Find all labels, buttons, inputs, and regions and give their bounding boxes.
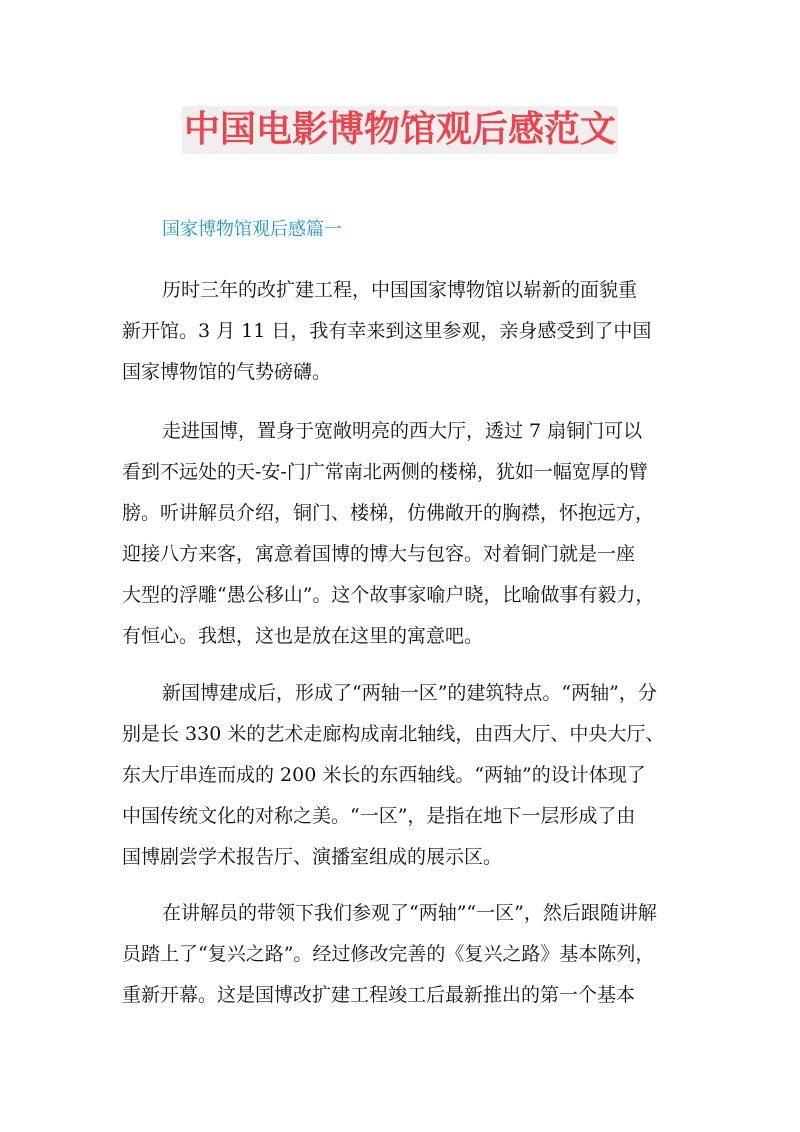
title-container [0, 106, 800, 154]
paragraph-line: 走进国博，置身于宽敞明亮的西大厅，透过 7 扇铜门可以 [162, 420, 643, 442]
paragraph-line: 别是长 330 米的艺术走廊构成南北轴线，由西大厅、中央大厅、 [122, 723, 665, 745]
paragraph-line: 看到不远处的天-安-门广常南北两侧的楼梯，犹如一幅宽厚的臂 [122, 461, 648, 483]
paragraph-line: 迎接八方来客，寓意着国博的博大与包容。对着铜门就是一座 [122, 543, 636, 565]
paragraph-line: 重新开幕。这是国博改扩建工程竣工后最新推出的第一个基本 [122, 984, 636, 1006]
paragraph-line: 新开馆。3 月 11 日，我有幸来到这里参观，亲身感受到了中国 [122, 320, 652, 342]
paragraph-line: 膀。听讲解员介绍，铜门、楼梯，仿佛敞开的胸襟，怀抱远方， [122, 502, 655, 524]
section-heading: 国家博物馆观后感篇一 [162, 219, 342, 240]
paragraph-line: 国博剧尝学术报告厅、演播室组成的展示区。 [122, 846, 503, 868]
paragraph-line: 国家博物馆的气势磅礴。 [122, 361, 332, 383]
paragraph-line: 东大厅串连而成的 200 米长的东西轴线。“两轴”的设计体现了 [122, 764, 646, 786]
paragraph-line: 历时三年的改扩建工程，中国国家博物馆以崭新的面貌重 [162, 279, 638, 301]
paragraph-line: 新国博建成后，形成了“两轴一区”的建筑特点。“两轴”，分 [162, 682, 657, 704]
paragraph-1 [122, 270, 692, 393]
paragraph-line: 员踏上了“复兴之路”。经过修改完善的《复兴之路》基本陈列， [122, 943, 655, 965]
paragraph-line: 在讲解员的带领下我们参观了“两轴”“一区”，然后跟随讲解 [162, 902, 657, 924]
paragraph-2 [122, 411, 692, 657]
paragraph-line: 大型的浮雕“愚公移山”。这个故事家喻户晓，比喻做事有毅力， [122, 584, 655, 606]
paragraph-3 [122, 673, 692, 878]
paragraph-line: 有恒心。我想，这也是放在这里的寓意吧。 [122, 625, 484, 647]
paragraph-line: 中国传统文化的对称之美。“一区”，是指在地下一层形成了由 [122, 805, 636, 827]
document-title: 中国电影博物馆观后感范文 [182, 106, 618, 154]
paragraph-4 [122, 893, 692, 1016]
